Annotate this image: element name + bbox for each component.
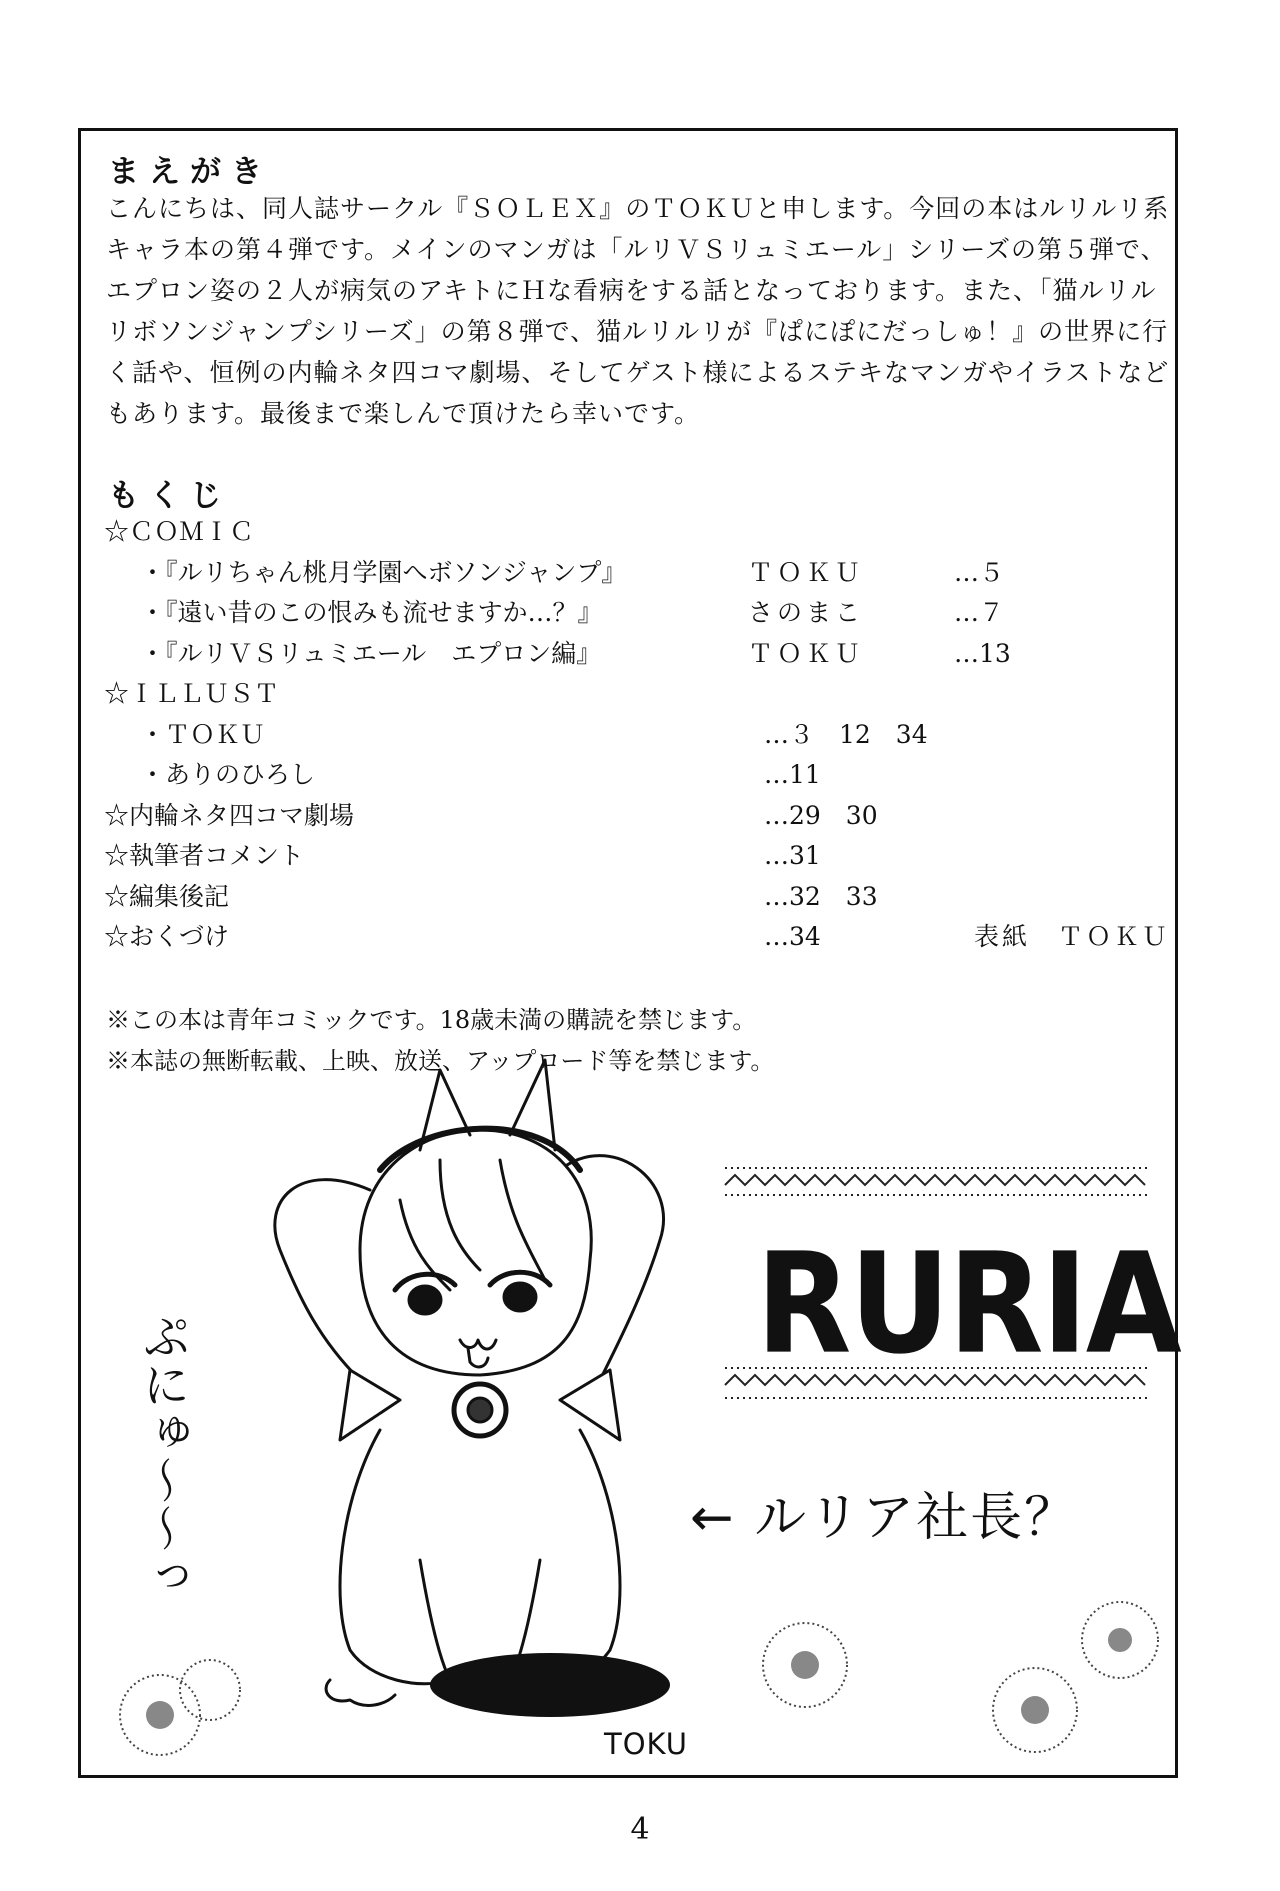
toc-entry-title: ・『ルリＶＳリュミエール エプロン編』: [140, 638, 602, 668]
notice-age: ※この本は青年コミックです。18歳未満の購読を禁じます。: [106, 1006, 757, 1034]
toc-entry-title: ・ＴＯＫＵ: [140, 719, 266, 749]
toc-entry-pages: …29 30: [764, 800, 878, 830]
toc-entry-title: ・ありのひろし: [140, 760, 316, 789]
artist-signature: TOKU: [604, 1727, 689, 1761]
logo-text: RURIA: [756, 1224, 1180, 1386]
toc-entry-author: ＴＯＫＵ: [748, 557, 865, 587]
toc-entry-pages: …３ 12 34: [764, 719, 928, 749]
preface-line: こんにちは、同人誌サークル『ＳＯＬＥＸ』のＴＯＫＵと申します。今回の本はルリルリ系: [106, 194, 1170, 223]
toc-entry-title: ☆おくづけ: [104, 922, 230, 951]
toc-entry-pages: …34: [764, 922, 821, 951]
toc-entry-author: ＴＯＫＵ: [748, 638, 865, 668]
preface-line: リボソンジャンプシリーズ」の第８弾で、猫ルリルリが『ぱにぽにだっしゅ！』の世界に行: [106, 317, 1169, 346]
contents-heading: もくじ: [108, 478, 231, 514]
toc-entry-pages: …13: [954, 638, 1011, 668]
toc-entry-pages: …５: [954, 557, 1005, 587]
toc-entry-title: ・『ルリちゃん桃月学園へボソンジャンプ』: [140, 557, 627, 587]
preface-line: キャラ本の第４弾です。メインのマンガは「ルリＶＳリュミエール」シリーズの第５弾で、: [106, 235, 1167, 264]
page-number: 4: [630, 1812, 650, 1847]
toc-entry-title: ☆内輪ネタ四コマ劇場: [104, 800, 355, 830]
toc-entry-title: ☆ＩＬＬＵＳＴ: [104, 679, 280, 708]
preface-line: もあります。最後まで楽しんで頂けたら幸いです。: [106, 399, 701, 428]
toc-entry-title: ☆執筆者コメント: [104, 841, 305, 870]
sound-effect-text: ぷにゅ〜〜っ: [134, 1312, 190, 1600]
cat-character-drawing: [275, 1060, 670, 1717]
toc-entry-pages: …32 33: [764, 881, 878, 911]
preface-heading: まえがき: [108, 154, 272, 190]
toc-entry-cover-credit: 表紙 ＴＯＫＵ: [974, 922, 1171, 951]
toc-entry-title: ☆編集後記: [104, 881, 230, 911]
toc-entry-pages: …11: [764, 760, 821, 789]
preface-line: く話や、恒例の内輪ネタ四コマ劇場、そしてゲスト様によるステキなマンガやイラストなど: [106, 358, 1170, 387]
toc-entry-pages: …７: [954, 598, 1005, 627]
toc-entry-author: さのまこ: [748, 598, 865, 627]
notice-copyright: ※本誌の無断転載、上映、放送、アップロード等を禁じます。: [106, 1047, 775, 1075]
toc-entry-pages: …31: [764, 841, 821, 870]
toc-entry-title: ☆ＣＯＭＩＣ: [104, 517, 255, 546]
ruria-logo: [722, 1162, 1180, 1422]
toc-entry-title: ・『遠い昔のこの恨みも流せますか…？』: [140, 598, 603, 627]
preface-line: エプロン姿の２人が病気のアキトにＨな看病をする話となっております。また、「猫ルリル: [106, 276, 1157, 305]
illustration-caption: ← ルリア社長？: [690, 1488, 1079, 1548]
